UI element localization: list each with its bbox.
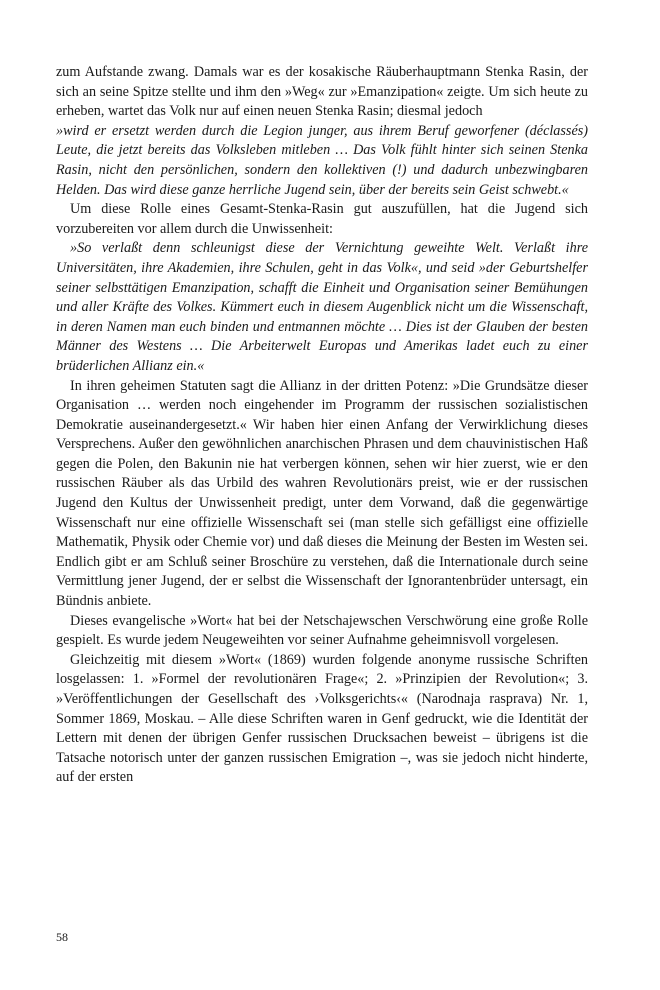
page-number: 58 (56, 930, 68, 944)
paragraph-5: Gleichzeitig mit diesem »Wort« (1869) wurden folgende anonyme russische Schriften losgelassen: 1. »Formel der revolutionären Frage«; 2. »Prinzipien der Revolution«; 3. »Veröffentlichungen der Gesellschaft des ›Volksgerichts‹« (Narodnaja rasprava) Nr. 1, Sommer 1869, Moskau. – Alle diese Schriften waren in Genf gedruckt, wie die Identität der Lettern mit denen der übrigen Genfer russischen Drucksachen beweist – übrigens ist die Tatsache notorisch unter der ganzen russischen Emigration –, was sie jedoch nicht hinderte, auf der ersten (56, 651, 588, 786)
block-quote-1: »wird er ersetzt werden durch die Legion junger, aus ihrem Beruf geworfener (déclassés) Leute, die jetzt bereits das Volksleben mitleben … Das Volk fühlt hinter sich seinen Stenka Rasin, nicht den persönlichen, sondern den kollektiven (!) und dadurch unbezwingbaren Helden. Das wird diese ganze herrliche Jugend sein, über der bereits sein Geist schwebt.« (56, 122, 588, 198)
paragraph-2: Um diese Rolle eines Gesamt-Stenka-Rasin gut auszufüllen, hat die Jugend sich vorzubereiten vor allem durch die Unwissenheit: (56, 201, 588, 237)
block-quote-2: »So verlaßt denn schleunigst diese der Vernichtung geweihte Welt. Verlaßt ihre Universitäten, ihre Akademien, ihre Schulen, geht in das Volk«, und seid »der Geburtshelfer seiner selbsttätigen Emanzipation, schafft die Einheit und Organisation seiner Bemühungen und aller Kräfte des Volkes. Kümmert euch in diesem Augenblick nicht um die Wissenschaft, in deren Namen man euch binden und entmannen möchte … Dies ist der Glauben der besten Männer des Westens … Die Arbeiterwelt Europas und Amerikas ladet euch zu einer brüderlichen Allianz ein.« (56, 240, 588, 374)
paragraph-1: zum Aufstande zwang. Damals war es der kosakische Räuberhauptmann Stenka Rasin, der sich an seine Spitze stellte und ihm den »Weg« zur »Emanzipation« zeigte. Um sich heute zu erheben, wartet das Volk nur auf einen neuen Stenka Rasin; diesmal jedoch (56, 64, 588, 120)
page-body (56, 63, 588, 788)
paragraph-4: Dieses evangelische »Wort« hat bei der Netschajewschen Verschwörung eine große Rolle gespielt. Es wurde jedem Neugeweihten vor seiner Aufnahme geheimnisvoll vorgelesen. (56, 612, 588, 649)
paragraph-3: In ihren geheimen Statuten sagt die Allianz in der dritten Potenz: »Die Grundsätze dieser Organisation … werden noch eingehender im Programm der russischen sozialistischen Demokratie auseinandergesetzt.« Wir haben hier einen Anfang der Verwirklichung dieses Versprechens. Außer den gewöhnlichen anarchischen Phrasen und dem chauvinistischen Haß gegen die Polen, den Bakunin nie hat verbergen können, sehen wir hier zuerst, wie er den russischen Räuber als das Urbild des wahren Revolutionärs preist, wie er der russischen Jugend den Kultus der Unwissenheit predigt, unter dem Vorwand, daß die gegenwärtige Wissenschaft nur eine offizielle Wissenschaft sei (man stelle sich gefälligst eine offizielle Mathematik, Physik oder Chemie vor) und daß dieses die Meinung der Besten im Westen sei. Endlich gibt er am Schluß seiner Broschüre zu verstehen, daß die Internationale durch seine Vermittlung jener Jugend, der er selbst die Wissenschaft der Ignorantenbrüder untersagt, ein Bündnis anbiete. (56, 377, 588, 610)
